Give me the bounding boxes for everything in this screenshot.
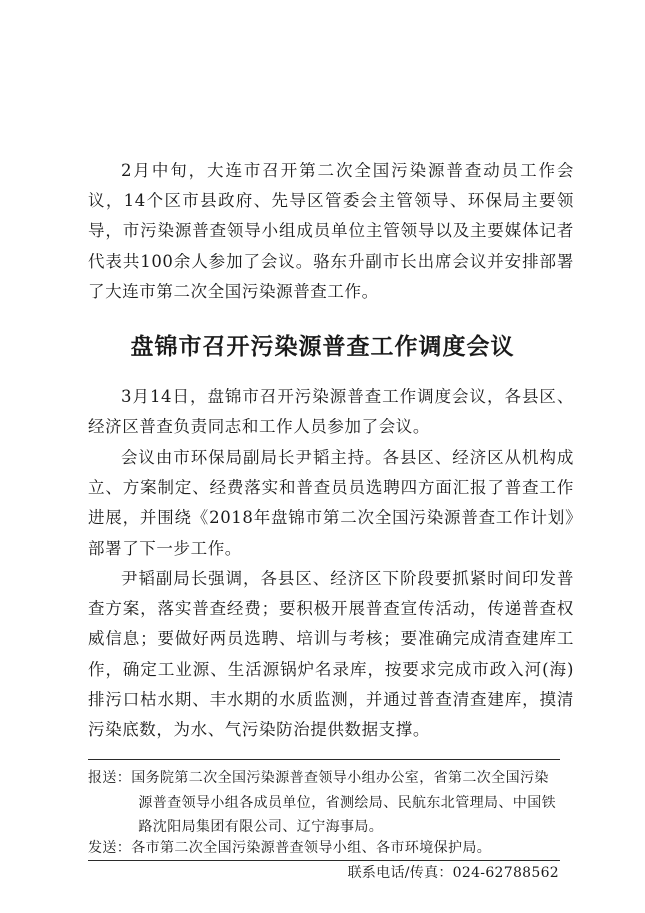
send-label: 发送： <box>88 840 132 856</box>
panjin-heading: 盘锦市召开污染源普查工作调度会议 <box>130 334 515 360</box>
footer-top-divider <box>88 759 560 760</box>
footer-bottom-divider <box>88 860 560 861</box>
dalian-paragraph: 2月中旬，大连市召开第二次全国污染源普查动员工作会议，14个区市县政府、先导区管委会主管领导、环保局主要领导，市污染源普查领导小组成员单位主管领导以及主要媒体记者代表共100余人参加了会议。骆东升副市长出席会议并安排部署了大连市第二次全国污染源普查工作。 <box>88 161 574 301</box>
send-to-block <box>88 836 560 861</box>
panjin-paragraph-1: 3月14日，盘锦市召开污染源普查工作调度会议，各县区、经济区普查负责同志和工作人员参加了会议。 <box>88 387 574 437</box>
panjin-paragraph-3: 尹韬副局长强调，各县区、经济区下阶段要抓紧时间印发普查方案，落实普查经费；要积极开展普查宣传活动，传递普查权威信息；要做好两员选聘、培训与考核；要准确完成清查建库工作，确定工业源、生活源锅炉名录库，按要求完成市政入河(海)排污口枯水期、丰水期的水质监测，并通过普查清查建库，摸清污染底数，为水、气污染防治提供数据支撑。 <box>88 569 574 740</box>
panjin-paragraph-2: 会议由市环保局副局长尹韬主持。各县区、经济区从机构成立、方案制定、经费落实和普查员员选聘四方面汇报了普查工作进展，并围绕《2018年盘锦市第二次全国污染源普查工作计划》部署了下一步工作。 <box>88 448 574 558</box>
contact-info: 联系电话/传真：024-62788562 <box>347 865 559 881</box>
report-recipients: 国务院第二次全国污染源普查领导小组办公室，省第二次全国污染源普查领导小组各成员单位，省测绘局、民航东北管理局、中国铁路沈阳局集团有限公司、辽宁海事局。 <box>131 770 556 835</box>
report-to-block <box>88 766 560 840</box>
send-recipients: 各市第二次全国污染源普查领导小组、各市环境保护局。 <box>131 840 492 856</box>
report-label: 报送： <box>88 770 132 786</box>
